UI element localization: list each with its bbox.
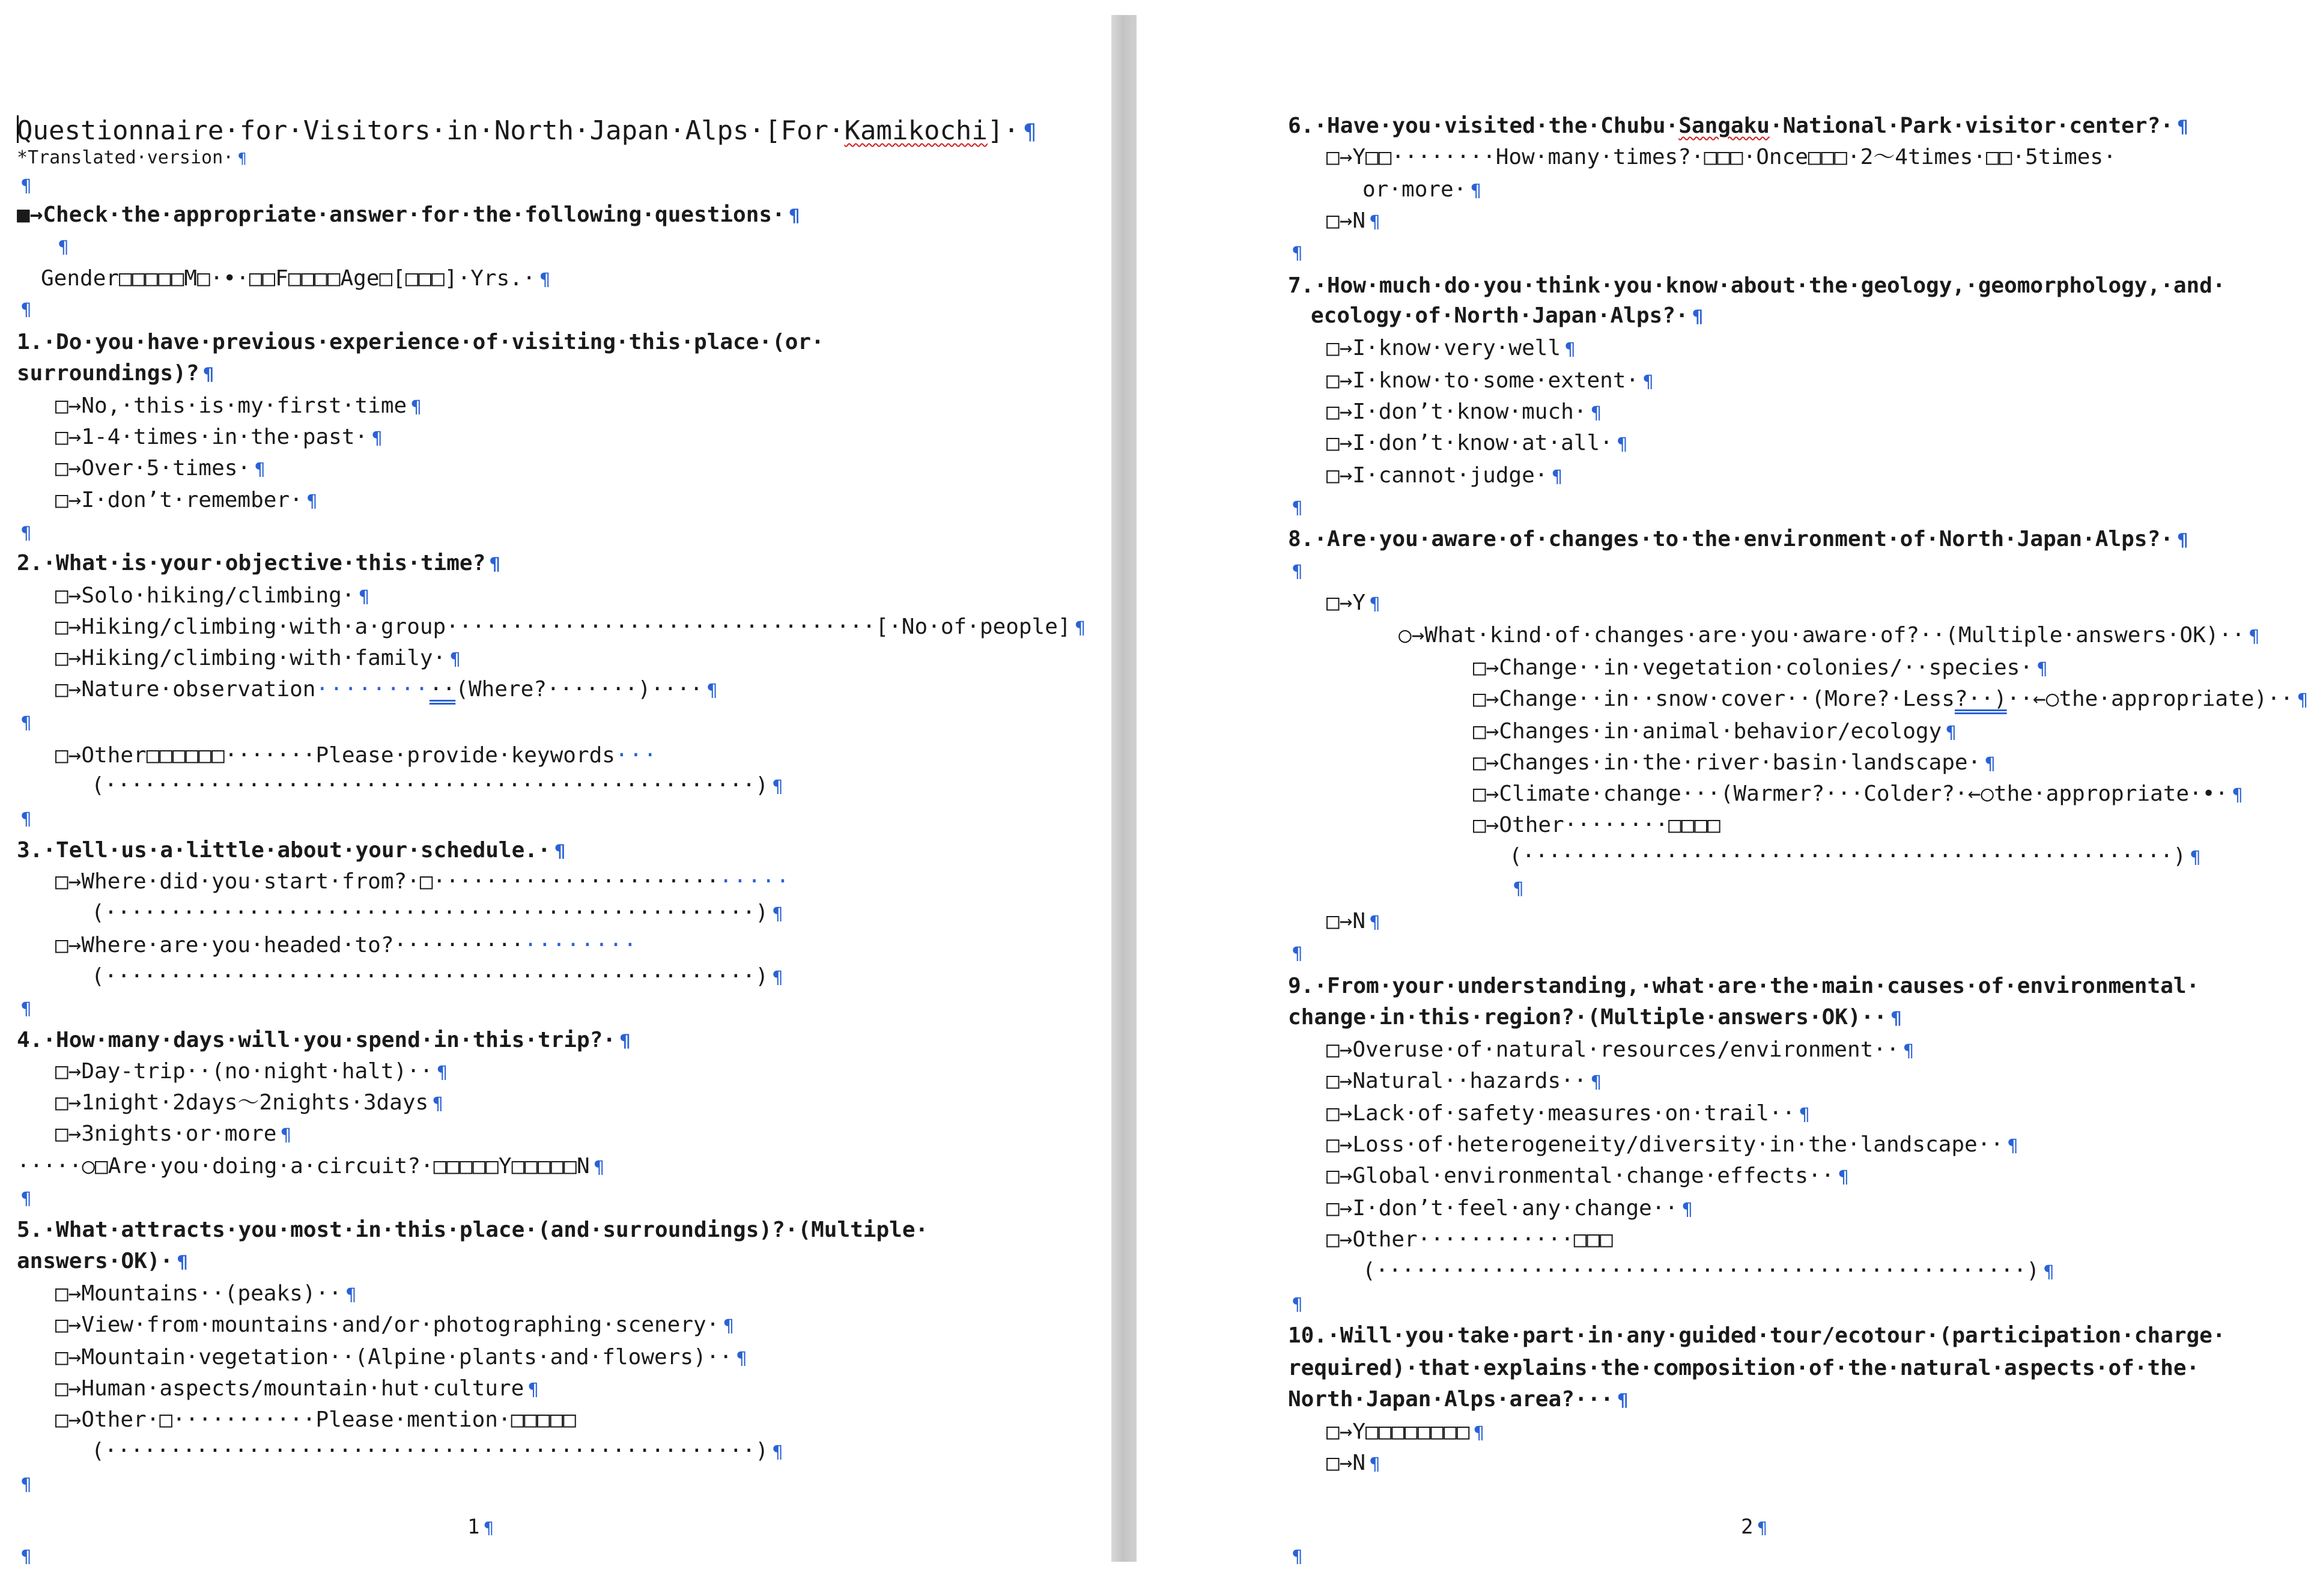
question-9-cont[interactable]: change·in·this·region?·(Multiple·answers·OK)·· ¶ (1288, 1005, 1902, 1030)
q1-option-4[interactable]: □→I·don’t·remember· ¶ (55, 488, 318, 512)
gender-age-field[interactable]: Gender□□□□□M□·•·□□F□□□□Age□[□□□]·Yrs.· ¶ (41, 266, 551, 291)
question-7-cont[interactable]: ecology·of·North·Japan·Alps?· ¶ (1311, 303, 1704, 328)
q8-sub-question[interactable]: ○→What·kind·of·changes·are·you·aware·of?··(Multiple·answers·OK)·· ¶ (1398, 623, 2260, 648)
q9-option-5[interactable]: □→Global·environmental·change·effects·· ¶ (1326, 1164, 1850, 1188)
document-title[interactable]: Questionnaire·for·Visitors·in·North·Japan·Alps·[For·Kamikochi]· ¶ (17, 115, 1037, 146)
empty-paragraph: ¶ (20, 1474, 32, 1494)
q2-option-1[interactable]: □→Solo·hiking/climbing· ¶ (55, 583, 370, 608)
empty-paragraph: ¶ (20, 299, 32, 320)
page-number: 1 ¶ (467, 1515, 494, 1539)
empty-paragraph: ¶ (20, 998, 32, 1019)
q8-sub-option-6[interactable]: □→Other········□□□□ (1473, 813, 1720, 837)
question-1-cont[interactable]: surroundings)? ¶ (17, 361, 214, 386)
q8-sub-option-4[interactable]: □→Changes·in·the·river·basin·landscape· ¶ (1473, 750, 1996, 775)
q7-option-1[interactable]: □→I·know·very·well ¶ (1326, 336, 1576, 360)
empty-paragraph: ¶ (1292, 497, 1303, 518)
question-4[interactable]: 4.·How·many·days·will·you·spend·in·this·trip?· ¶ (17, 1028, 631, 1052)
q8-sub-option-2[interactable]: □→Change··in··snow·cover··(More?·Less?··)··←○the·appropriate)·· ¶ (1473, 687, 2308, 711)
q5-option-5[interactable]: □→Other·□···········Please·mention·□□□□□ (55, 1407, 576, 1432)
q3-start-entry[interactable]: (··················································) ¶ (91, 900, 783, 925)
question-10-cont-2[interactable]: North·Japan·Alps·area?··· ¶ (1288, 1387, 1629, 1412)
q8-sub-option-5[interactable]: □→Climate·change···(Warmer?···Colder?·←○the·appropriate·•· ¶ (1473, 781, 2243, 806)
page-2 (1137, 0, 2308, 1596)
question-2[interactable]: 2.·What·is·your·objective·this·time? ¶ (17, 551, 501, 575)
q2-option-5[interactable]: □→Other□□□□□□·······Please·provide·keywords··· (55, 743, 658, 768)
empty-paragraph: ¶ (20, 1546, 32, 1567)
empty-paragraph: ¶ (1292, 943, 1303, 963)
instruction[interactable]: ■→Check·the·appropriate·answer·for·the·following·questions· ¶ (17, 202, 800, 227)
q5-option-2[interactable]: □→View·from·mountains·and/or·photographing·scenery· ¶ (55, 1312, 735, 1337)
q8-option-yes[interactable]: □→Y ¶ (1326, 590, 1380, 615)
empty-paragraph: ¶ (20, 175, 32, 196)
q5-option-1[interactable]: □→Mountains··(peaks)·· ¶ (55, 1281, 357, 1306)
q7-option-4[interactable]: □→I·don’t·know·at·all· ¶ (1326, 431, 1628, 455)
page-separator (1111, 15, 1137, 1562)
q2-other-entry[interactable]: (··················································) ¶ (91, 773, 783, 798)
q5-option-4[interactable]: □→Human·aspects/mountain·hut·culture ¶ (55, 1376, 539, 1401)
question-7[interactable]: 7.·How·much·do·you·think·you·know·about·the·geology,·geomorphology,·and· (1288, 273, 2226, 298)
page-number: 2 ¶ (1741, 1515, 1768, 1539)
empty-paragraph: ¶ (58, 237, 69, 257)
empty-paragraph: ¶ (20, 712, 32, 733)
q8-other-entry[interactable]: (··················································) ¶ (1509, 844, 2201, 869)
q4-circuit[interactable]: ·····○□Are·you·doing·a·circuit?·□□□□□Y□□□□□N ¶ (17, 1154, 605, 1179)
q3-destination-entry[interactable]: (··················································) ¶ (91, 964, 783, 989)
question-6[interactable]: 6.·Have·you·visited·the·Chubu·Sangaku·National·Park·visitor·center?· ¶ (1288, 114, 2188, 138)
q9-other-entry[interactable]: (··················································) ¶ (1362, 1258, 2054, 1283)
q9-option-2[interactable]: □→Natural··hazards·· ¶ (1326, 1069, 1602, 1093)
empty-paragraph: ¶ (1292, 561, 1303, 581)
q9-option-3[interactable]: □→Lack·of·safety·measures·on·trail·· ¶ (1326, 1101, 1811, 1126)
empty-paragraph: ¶ (20, 523, 32, 543)
q4-option-2[interactable]: □→1night·2days～2nights·3days ¶ (55, 1090, 443, 1115)
q1-option-1[interactable]: □→No,·this·is·my·first·time ¶ (55, 393, 422, 418)
q6-option-2[interactable]: □→N ¶ (1326, 208, 1380, 233)
q1-option-3[interactable]: □→Over·5·times· ¶ (55, 456, 266, 481)
q4-option-3[interactable]: □→3nights·or·more ¶ (55, 1121, 292, 1146)
q3-option-1[interactable]: □→Where·did·you·start·from?·□··························· (55, 869, 791, 894)
q6-option-1[interactable]: □→Y□□········How·many·times?·□□□·Once□□□·2～4times·□□·5times· (1326, 145, 2116, 169)
empty-paragraph: ¶ (20, 809, 32, 829)
q9-option-4[interactable]: □→Loss·of·heterogeneity/diversity·in·the·landscape·· ¶ (1326, 1132, 2018, 1157)
q2-option-2[interactable]: □→Hiking/climbing·with·a·group·································[·No·of·people] ¶ (55, 614, 1086, 639)
empty-paragraph: ¶ (20, 1188, 32, 1209)
question-1[interactable]: 1.·Do·you·have·previous·experience·of·visiting·this·place·(or· (17, 330, 824, 354)
q8-option-no[interactable]: □→N ¶ (1326, 909, 1380, 933)
q6-option-1-cont[interactable]: or·more· ¶ (1362, 177, 1482, 202)
q2-option-3[interactable]: □→Hiking/climbing·with·family· ¶ (55, 646, 461, 670)
q2-option-4[interactable]: □→Nature·observation··········(Where?·······)···· ¶ (55, 677, 718, 702)
q9-option-other[interactable]: □→Other············□□□ (1326, 1227, 1613, 1252)
q7-option-5[interactable]: □→I·cannot·judge· ¶ (1326, 463, 1563, 488)
empty-paragraph: ¶ (1292, 1546, 1303, 1567)
q10-option-no[interactable]: □→N ¶ (1326, 1451, 1380, 1475)
q8-sub-option-3[interactable]: □→Changes·in·animal·behavior/ecology ¶ (1473, 719, 1957, 744)
empty-paragraph: ¶ (1513, 878, 1524, 899)
question-10[interactable]: 10.·Will·you·take·part·in·any·guided·tour/ecotour·(participation·charge· (1288, 1323, 2226, 1348)
empty-paragraph: ¶ (1292, 243, 1303, 263)
question-9[interactable]: 9.·From·your·understanding,·what·are·the·main·causes·of·environmental· (1288, 974, 2200, 998)
q4-option-1[interactable]: □→Day-trip··(no·night·halt)·· ¶ (55, 1059, 448, 1084)
q7-option-2[interactable]: □→I·know·to·some·extent· ¶ (1326, 368, 1654, 393)
q1-option-2[interactable]: □→1-4·times·in·the·past· ¶ (55, 425, 383, 449)
q5-other-entry[interactable]: (··················································) ¶ (91, 1439, 783, 1463)
question-10-cont[interactable]: required)·that·explains·the·composition·of·the·natural·aspects·of·the· (1288, 1356, 2200, 1380)
q9-option-6[interactable]: □→I·don’t·feel·any·change·· ¶ (1326, 1196, 1693, 1221)
q10-option-yes[interactable]: □→Y□□□□□□□□ ¶ (1326, 1419, 1485, 1444)
q3-option-2[interactable]: □→Where·are·you·headed·to?·················· (55, 933, 638, 957)
question-5-cont[interactable]: answers·OK)· ¶ (17, 1249, 188, 1273)
question-3[interactable]: 3.·Tell·us·a·little·about·your·schedule.· ¶ (17, 838, 566, 863)
q5-option-3[interactable]: □→Mountain·vegetation··(Alpine·plants·and·flowers)·· ¶ (55, 1345, 747, 1370)
page-1 (0, 0, 1111, 1596)
q9-option-1[interactable]: □→Overuse·of·natural·resources/environment·· ¶ (1326, 1037, 1915, 1062)
q7-option-3[interactable]: □→I·don’t·know·much· ¶ (1326, 399, 1602, 424)
empty-paragraph: ¶ (1292, 1294, 1303, 1314)
q8-sub-option-1[interactable]: □→Change··in·vegetation·colonies/··species· ¶ (1473, 655, 2048, 680)
question-8[interactable]: 8.·Are·you·aware·of·changes·to·the·environment·of·North·Japan·Alps?· ¶ (1288, 527, 2188, 551)
question-5[interactable]: 5.·What·attracts·you·most·in·this·place·(and·surroundings)?·(Multiple· (17, 1218, 929, 1242)
subtitle[interactable]: *Translated·version· ¶ (17, 147, 247, 168)
